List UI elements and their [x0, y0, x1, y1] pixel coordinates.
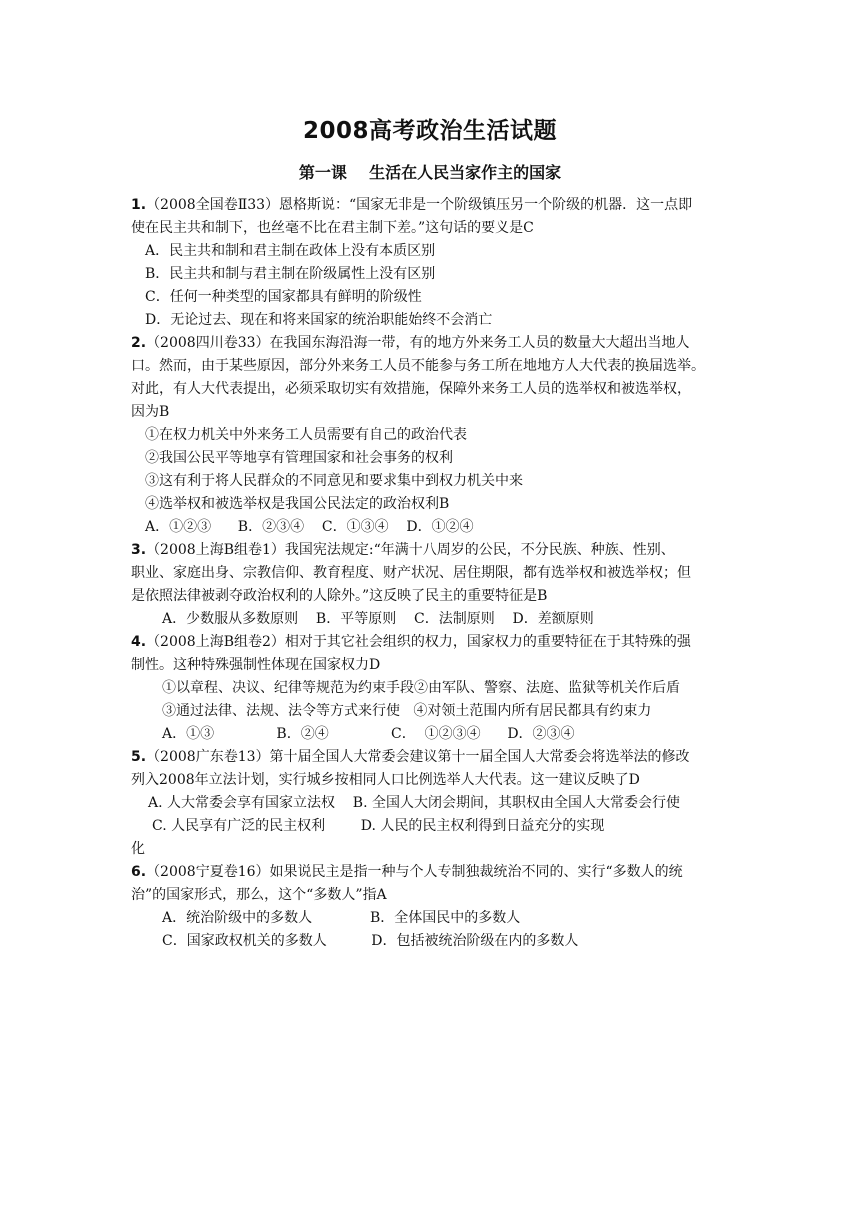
- question-number: 3.: [131, 542, 147, 558]
- question-5-line-1: 5.（2008广东卷13）第十届全国人大常委会建议第十一届全国人大常委会将选举法的修改: [131, 749, 690, 765]
- question-3-line-3: 是依照法律被剥夺政治权利的人除外。”这反映了民主的重要特征是B: [131, 588, 548, 604]
- question-6-line-1: 6.（2008宁夏卷16）如果说民主是指一种与个人专制独裁统治不同的、实行“多数人的统: [131, 864, 683, 880]
- question-number: 1.: [131, 197, 147, 213]
- question-3-line-2: 职业、家庭出身、宗教信仰、教育程度、财产状况、居住期限，都有选举权和被选举权；但: [131, 565, 691, 581]
- question-6-item-1: A．统治阶级中的多数人 B．全体国民中的多数人: [162, 910, 521, 926]
- page-title: 2008高考政治生活试题: [302, 118, 557, 144]
- question-3-options: A．少数服从多数原则 B．平等原则 C．法制原则 D．差额原则: [162, 611, 594, 627]
- question-1-option-d: D．无论过去、现在和将来国家的统治职能始终不会消亡: [145, 312, 493, 328]
- question-1-line-1: 1.（2008全国卷Ⅱ33）恩格斯说：“国家无非是一个阶级镇压另一个阶级的机器．这一点即: [131, 197, 693, 213]
- question-4-item-2: ③通过法律、法规、法令等方式来行使 ④对领土范围内所有居民都具有约束力: [162, 703, 652, 719]
- question-1-option-a: A．民主共和制和君主制在政体上没有本质区别: [145, 243, 436, 259]
- question-4-line-2: 制性。这种特殊强制性体现在国家权力D: [131, 657, 381, 673]
- question-number: 5.: [131, 749, 147, 765]
- lesson-title: 第一课 生活在人民当家作主的国家: [298, 163, 562, 182]
- question-2-options: A．①②③ B．②③④ C．①③④ D．①②④: [145, 519, 474, 535]
- question-2-line-3: 对此，有人大代表提出，必须采取切实有效措施，保障外来务工人员的选举权和被选举权，: [131, 381, 691, 397]
- question-1-line-2: 使在民主共和制下，也丝毫不比在君主制下差。”这句话的要义是C: [131, 220, 534, 236]
- question-2-item-4: ④选举权和被选举权是我国公民法定的政治权利B: [145, 496, 450, 512]
- question-number: 6.: [131, 864, 147, 880]
- question-1-option-b: B．民主共和制与君主制在阶级属性上没有区别: [145, 266, 436, 282]
- question-5-item-1: A. 人大常委会享有国家立法权 B. 全国人大闭会期间，其职权由全国人大常委会行使: [148, 795, 680, 811]
- question-2-line-4: 因为B: [131, 404, 170, 420]
- question-4-options: A．①③ B．②④ C． ①②③④ D．②③④: [162, 726, 575, 742]
- question-2-line-1: 2.（2008四川卷33）在我国东海沿海一带，有的地方外来务工人员的数量大大超出当地人: [131, 335, 690, 351]
- question-5-tail: 化: [131, 841, 145, 857]
- question-3-line-1: 3.（2008上海B组卷1）我国宪法规定:“年满十八周岁的公民，不分民族、种族、性别、: [131, 542, 675, 558]
- question-2-item-1: ①在权力机关中外来务工人员需要有自己的政治代表: [145, 427, 467, 443]
- question-4-line-1: 4.（2008上海B组卷2）相对于其它社会组织的权力，国家权力的重要特征在于其特殊的强: [131, 634, 691, 650]
- question-1-option-c: C．任何一种类型的国家都具有鲜明的阶级性: [145, 289, 422, 305]
- question-2-item-2: ②我国公民平等地享有管理国家和社会事务的权利: [145, 450, 453, 466]
- question-number: 4.: [131, 634, 147, 650]
- question-number: 2.: [131, 335, 147, 351]
- question-5-item-2: C. 人民享有广泛的民主权利 D. 人民的民主权利得到日益充分的实现: [152, 818, 605, 834]
- question-6-item-2: C．国家政权机关的多数人 D．包括被统治阶级在内的多数人: [162, 933, 579, 949]
- question-6-line-2: 治”的国家形式，那么，这个“多数人”指A: [131, 887, 387, 903]
- question-5-line-2: 列入2008年立法计划，实行城乡按相同人口比例选举人大代表。这一建议反映了D: [131, 772, 640, 788]
- question-2-line-2: 口。然而，由于某些原因，部分外来务工人员不能参与务工所在地地方人大代表的换届选举。: [131, 358, 705, 374]
- question-4-item-1: ①以章程、决议、纪律等规范为约束手段②由军队、警察、法庭、监狱等机关作后盾: [162, 680, 680, 696]
- question-2-item-3: ③这有利于将人民群众的不同意见和要求集中到权力机关中来: [145, 473, 523, 489]
